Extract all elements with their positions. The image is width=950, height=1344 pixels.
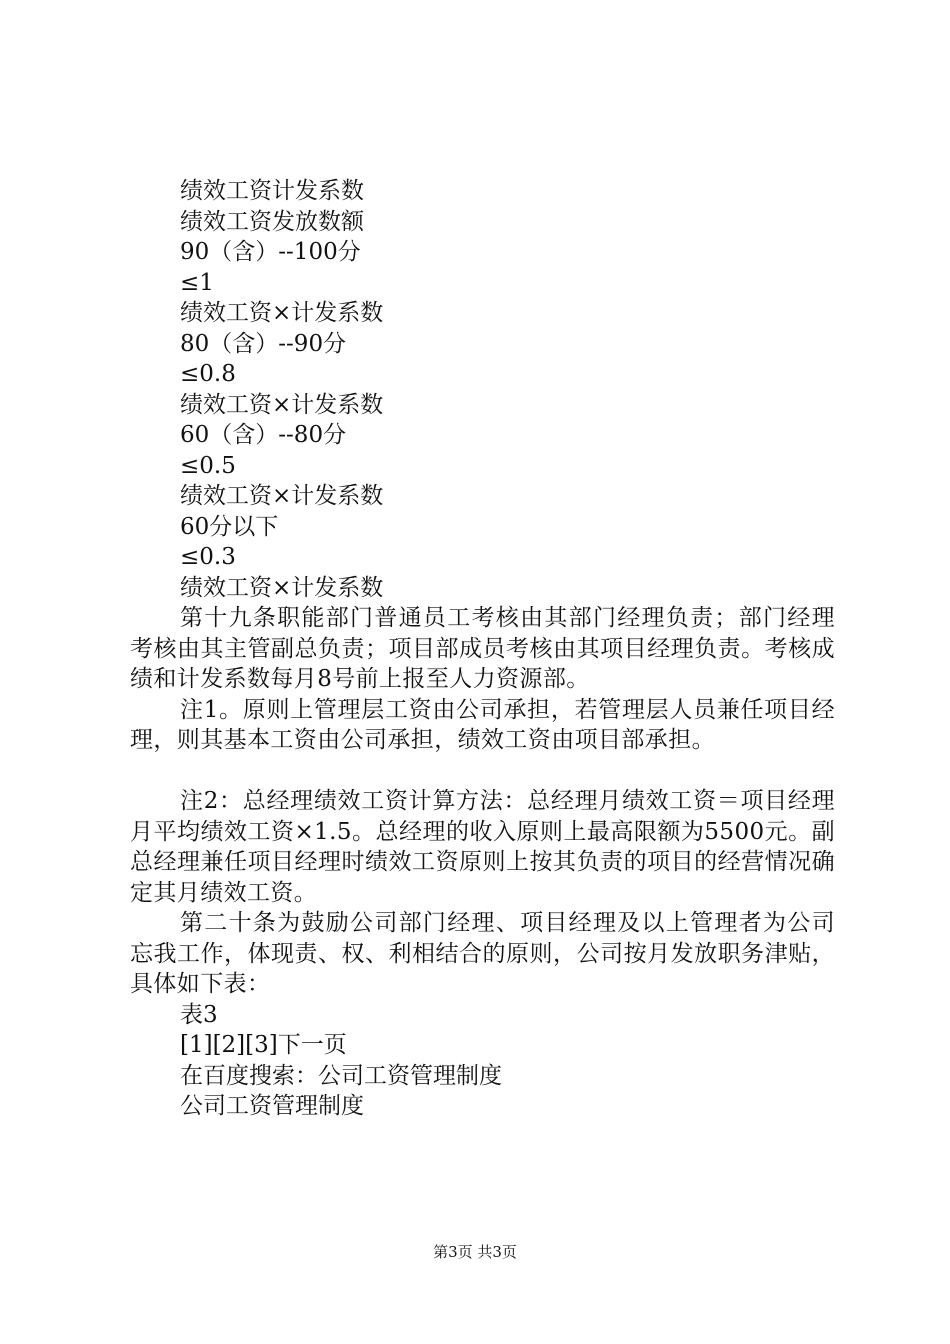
table-line: 60（含）--80分 [180,422,347,448]
table-line: 绩效工资发放数额 [180,208,364,235]
pagination-links[interactable]: [1][2][3]下一页 [180,1032,347,1058]
table-line: ≤0.3 [180,544,236,570]
table-line: 绩效工资计发系数 [180,178,364,204]
search-link[interactable]: 在百度搜索：公司工资管理制度 [180,1062,502,1089]
note-2-paragraph: 注2：总经理绩效工资计算方法：总经理月绩效工资＝项目经理月平均绩效工资×1.5。总经理的收入原则上最高限额为5500元。副总经理兼任项目经理时绩效工资原则上按其负责的项目的经营情况确定其月绩效工资。 [130,788,835,906]
table-line: ≤0.8 [180,361,236,387]
table-line: 60分以下 [180,513,279,540]
table-line: ≤1 [180,269,214,296]
article-20-paragraph: 第二十条为鼓励公司部门经理、项目经理及以上管理者为公司忘我工作，体现责、权、利相结合的原则，公司按月发放职务津贴，具体如下表： [130,910,835,997]
table-line: 绩效工资×计发系数 [180,483,384,509]
table-line: ≤0.5 [180,452,236,479]
article-19-paragraph: 第十九条职能部门普通员工考核由其部门经理负责；部门经理考核由其主管副总负责；项目部成员考核由其项目经理负责。考核成绩和计发系数每月8号前上报至人力资源部。 [130,605,835,692]
document-title-line: 公司工资管理制度 [180,1093,364,1119]
table-line: 绩效工资×计发系数 [180,574,384,601]
table-line: 90（含）--100分 [180,239,361,265]
table-line: 80（含）--90分 [180,330,347,357]
table-label: 表3 [180,1001,218,1028]
table-line: 绩效工资×计发系数 [180,300,384,326]
document-body [130,176,835,1122]
page-footer: 第3页 共3页 [433,1243,517,1261]
note-1-paragraph: 注1。原则上管理层工资由公司承担，若管理层人员兼任项目经理，则其基本工资由公司承担，绩效工资由项目部承担。 [130,696,835,753]
table-line: 绩效工资×计发系数 [180,391,384,418]
